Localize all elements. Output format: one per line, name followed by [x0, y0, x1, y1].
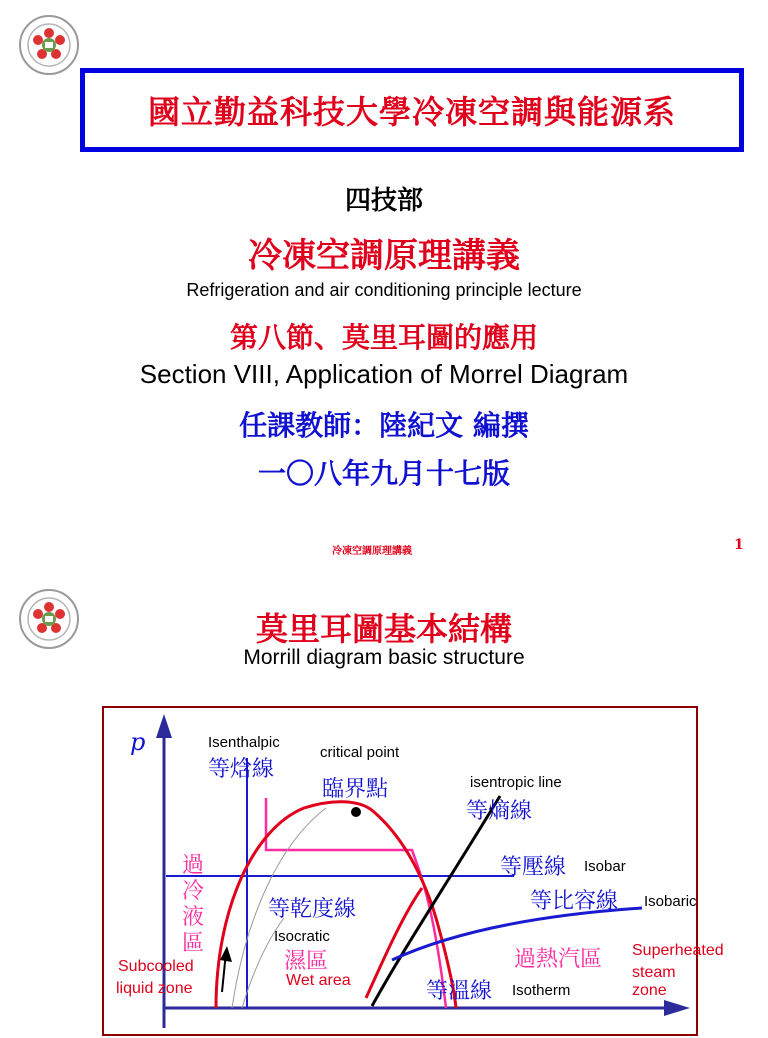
edition-label: 一〇八年九月十七版	[257, 457, 510, 490]
isentropic-en: isentropic line	[470, 774, 562, 791]
isenthalpic-zh: 等焓線	[208, 757, 275, 782]
lecture-title-zh: 冷凍空調原理講義	[248, 236, 520, 276]
section-title-en: Section VIII, Application of Morrel Diagram	[139, 359, 629, 389]
isentropic-zh: 等熵線	[466, 799, 533, 824]
subcooled-en-2: liquid zone	[116, 980, 193, 997]
banner-title: 國立勤益科技大學冷凍空調與能源系	[147, 93, 676, 131]
title-banner	[80, 68, 744, 152]
critical-point-zh: 臨界點	[322, 777, 389, 802]
slide2-title-zh: 莫里耳圖基本結構	[255, 610, 512, 648]
page-number: 1	[734, 537, 744, 553]
isenthalpic-en: Isenthalpic	[208, 734, 280, 751]
dryness-zh: 等乾度線	[268, 897, 357, 922]
isochoric-en: Isobaric	[644, 893, 697, 910]
isobar-en: Isobar	[584, 858, 626, 875]
critical-point-marker	[351, 807, 361, 817]
subcooled-zh-1: 過	[182, 853, 205, 878]
wet-area-zh: 濕區	[284, 949, 329, 974]
h-axis-arrow	[664, 1000, 690, 1016]
footer-title: 冷凍空調原理講義	[332, 546, 412, 557]
isobar-zh: 等壓線	[500, 855, 567, 880]
slide-2	[0, 570, 768, 1024]
department-label: 四技部	[344, 186, 423, 216]
isotherm-en: Isotherm	[512, 982, 571, 999]
isotherm-zh: 等溫線	[426, 979, 493, 1004]
isochoric-zh: 等比容線	[530, 889, 619, 914]
university-seal-icon	[18, 14, 80, 76]
saturation-dome-right	[366, 888, 422, 998]
subcooled-en-1: Subcooled	[118, 958, 194, 975]
superheat-zh: 過熱汽區	[514, 947, 603, 972]
wet-area-en: Wet area	[286, 972, 351, 989]
diagram-frame	[102, 706, 724, 1036]
instructor-label: 任課教師：陸紀文 編撰	[239, 409, 529, 442]
superheat-en-2: steam zone	[632, 964, 676, 999]
superheat-en-1: Superheated	[632, 942, 724, 959]
p-axis-arrow	[156, 714, 172, 738]
section-title-zh: 第八節、莫里耳圖的應用	[229, 321, 538, 354]
isocratic-en: Isocratic	[274, 928, 330, 945]
critical-point-en: critical point	[320, 744, 400, 761]
lecture-title-en: Refrigeration and air conditioning principle lecture	[186, 280, 582, 300]
subcooled-zh-3: 液	[182, 905, 205, 930]
subcooled-zh-2: 冷	[182, 879, 205, 904]
slide2-title-en: Morrill diagram basic structure	[243, 646, 525, 669]
p-axis-label: p	[130, 728, 146, 756]
subcooled-zh-4: 區	[182, 931, 205, 956]
